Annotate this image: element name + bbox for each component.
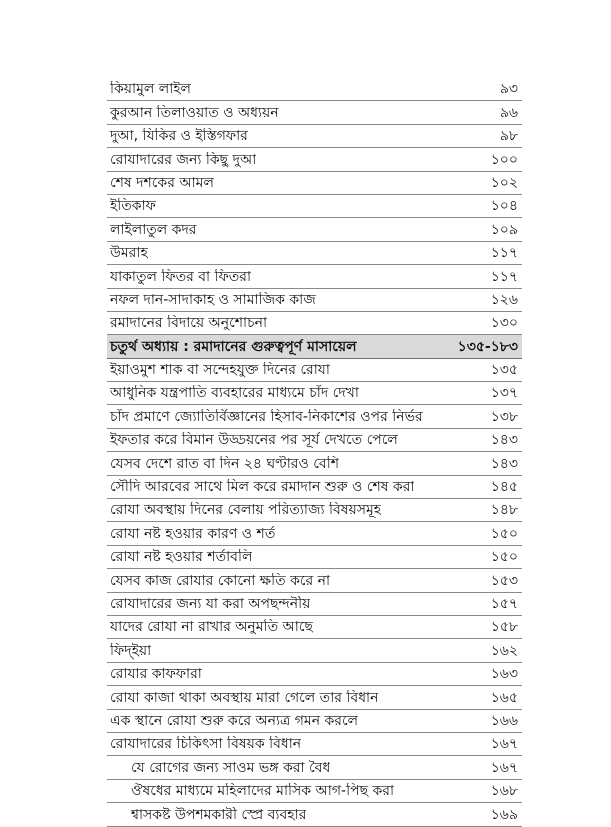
toc-entry-title: আধুনিক যন্ত্রপাতি ব্যবহারের মাধ্যমে চাঁদ দেখা bbox=[110, 385, 359, 402]
toc-entry bbox=[107, 172, 522, 195]
toc-entry-page: ১৬৫ bbox=[490, 689, 518, 706]
toc-entry-page: ৯৮ bbox=[499, 128, 518, 145]
toc-entry-page: ১০৯ bbox=[490, 221, 518, 238]
toc-entry-title: রোযা নষ্ট হওয়ার শর্তাবলি bbox=[110, 549, 253, 566]
toc-entry bbox=[107, 125, 522, 148]
table-of-contents bbox=[107, 78, 522, 827]
toc-entry-title: নফল দান-সাদাকাহ ও সামাজিক কাজ bbox=[110, 291, 316, 308]
toc-entry-title: রোযার কাফফারা bbox=[110, 666, 202, 683]
toc-entry bbox=[107, 359, 522, 382]
toc-entry-page: ১৫০ bbox=[490, 549, 518, 566]
toc-entry-title: রোযা কাজা থাকা অবস্থায় মারা গেলে তার বিধান bbox=[110, 689, 379, 706]
toc-entry bbox=[107, 756, 522, 779]
toc-entry-title: রোযা অবস্থায় দিনের বেলায় পরিত্যাজ্য বিষয়সমূহ bbox=[110, 502, 382, 519]
toc-entry-title: যে রোগের জন্য সাওম ভঙ্গ করা বৈধ bbox=[131, 759, 331, 776]
toc-entry bbox=[107, 218, 522, 241]
toc-entry-page: ১৩৫-১৮৩ bbox=[457, 338, 518, 355]
toc-entry bbox=[107, 312, 522, 335]
toc-entry bbox=[107, 429, 522, 452]
toc-entry-page: ১৬৩ bbox=[490, 666, 518, 683]
toc-entry-title: রোযা নষ্ট হওয়ার কারণ ও শর্ত bbox=[110, 525, 276, 542]
toc-entry bbox=[107, 476, 522, 499]
toc-entry bbox=[107, 382, 522, 405]
toc-entry-page: ১০২ bbox=[490, 174, 518, 191]
toc-entry-title: কিয়ামুল লাইল bbox=[110, 81, 191, 98]
toc-entry bbox=[107, 522, 522, 545]
toc-entry bbox=[107, 265, 522, 288]
toc-entry-title: এক স্থানে রোযা শুরু করে অন্যত্র গমন করলে bbox=[110, 712, 359, 729]
toc-entry bbox=[107, 686, 522, 709]
toc-entry bbox=[107, 639, 522, 662]
toc-entry bbox=[107, 710, 522, 733]
toc-entry-page: ১৫৭ bbox=[490, 595, 518, 612]
toc-entry-page: ১১৭ bbox=[490, 245, 518, 262]
toc-entry-title: রমাদানের বিদায়ে অনুশোচনা bbox=[110, 315, 268, 332]
toc-entry-title: ইতিকাফ bbox=[110, 198, 156, 215]
toc-entry-title: শেষ দশকের আমল bbox=[110, 174, 214, 191]
toc-entry bbox=[107, 733, 522, 756]
toc-entry-title: চতুর্থ অধ্যায় : রমাদানের গুরুত্বপূর্ণ মাসায়েল bbox=[110, 338, 357, 355]
toc-entry bbox=[107, 803, 522, 826]
toc-entry-title: দুআ, যিকির ও ইস্তিগফার bbox=[110, 128, 248, 145]
toc-entry-page: ১৩৭ bbox=[490, 385, 518, 402]
toc-entry-title: ঔষধের মাধ্যমে মহিলাদের মাসিক আগ-পিছ করা bbox=[131, 783, 395, 800]
toc-entry-page: ৯৩ bbox=[499, 81, 518, 98]
toc-entry-page: ১২৬ bbox=[490, 291, 518, 308]
toc-entry bbox=[107, 148, 522, 171]
toc-entry-title: যেসব দেশে রাত বা দিন ২৪ ঘণ্টারও বেশি bbox=[110, 455, 339, 472]
toc-entry-page: ১৩৫ bbox=[490, 362, 518, 379]
toc-section-header bbox=[107, 335, 522, 358]
toc-entry-title: ইয়াওমুশ শাক বা সন্দেহযুক্ত দিনের রোযা bbox=[110, 362, 330, 379]
toc-entry-page: ১৬৬ bbox=[490, 712, 518, 729]
toc-entry-page: ১৪৩ bbox=[490, 455, 518, 472]
toc-entry bbox=[107, 569, 522, 592]
toc-entry-title: কুরআন তিলাওয়াত ও অধ্যয়ন bbox=[110, 104, 279, 121]
toc-entry-page: ১০০ bbox=[490, 151, 518, 168]
toc-entry-page: ১১৭ bbox=[490, 268, 518, 285]
toc-entry-page: ১৩৮ bbox=[490, 408, 518, 425]
toc-entry-page: ১৩০ bbox=[490, 315, 518, 332]
toc-entry-page: ১৫৮ bbox=[490, 619, 518, 636]
toc-entry bbox=[107, 242, 522, 265]
toc-entry bbox=[107, 546, 522, 569]
toc-entry-title: রোযাদারের চিকিৎসা বিষয়ক বিধান bbox=[110, 736, 302, 753]
toc-entry-page: ১৬৯ bbox=[490, 806, 518, 823]
toc-entry-title: লাইলাতুল কদর bbox=[110, 221, 197, 238]
toc-entry bbox=[107, 101, 522, 124]
toc-entry-title: উমরাহ bbox=[110, 245, 148, 262]
toc-entry-title: যাদের রোযা না রাখার অনুমতি আছে bbox=[110, 619, 313, 636]
toc-entry bbox=[107, 593, 522, 616]
toc-entry bbox=[107, 405, 522, 428]
toc-entry-page: ১৪৮ bbox=[490, 502, 518, 519]
toc-entry-title: রোযাদারের জন্য কিছু দুআ bbox=[110, 151, 257, 168]
toc-entry bbox=[107, 78, 522, 101]
toc-entry bbox=[107, 499, 522, 522]
toc-entry-page: ১৬২ bbox=[490, 642, 518, 659]
toc-entry-title: চাঁদ প্রমাণে জ্যোতির্বিজ্ঞানের হিসাব-নিকাশের ওপর নির্ভর bbox=[110, 408, 423, 425]
toc-entry-page: ১৫০ bbox=[490, 525, 518, 542]
toc-entry bbox=[107, 616, 522, 639]
toc-entry-title: ইফতার করে বিমান উড্ডয়নের পর সূর্য দেখতে পেলে bbox=[110, 432, 398, 449]
toc-entry-page: ১৬৭ bbox=[490, 736, 518, 753]
toc-entry-title: রোযাদারের জন্য যা করা অপছন্দনীয় bbox=[110, 595, 311, 612]
toc-entry-title: সৌদি আরবের সাথে মিল করে রমাদান শুরু ও শেষ করা bbox=[110, 479, 415, 496]
toc-entry-title: যেসব কাজ রোযার কোনো ক্ষতি করে না bbox=[110, 572, 331, 589]
toc-entry bbox=[107, 289, 522, 312]
toc-entry-page: ১৬৭ bbox=[490, 759, 518, 776]
toc-entry-page: ১০৪ bbox=[490, 198, 518, 215]
toc-entry-page: ১৬৮ bbox=[490, 783, 518, 800]
toc-entry-title: ফিদ্ইয়া bbox=[110, 642, 152, 659]
toc-entry-title: যাকাতুল ফিতর বা ফিতরা bbox=[110, 268, 252, 285]
toc-entry-page: ১৪৫ bbox=[490, 479, 518, 496]
toc-entry-page: ১৫৩ bbox=[490, 572, 518, 589]
toc-entry-page: ১৪৩ bbox=[490, 432, 518, 449]
toc-entry bbox=[107, 452, 522, 475]
toc-entry bbox=[107, 195, 522, 218]
toc-entry-page: ৯৬ bbox=[499, 104, 518, 121]
toc-entry bbox=[107, 663, 522, 686]
toc-entry-title: শ্বাসকষ্ট উপশমকারী স্প্রে ব্যবহার bbox=[131, 806, 307, 823]
